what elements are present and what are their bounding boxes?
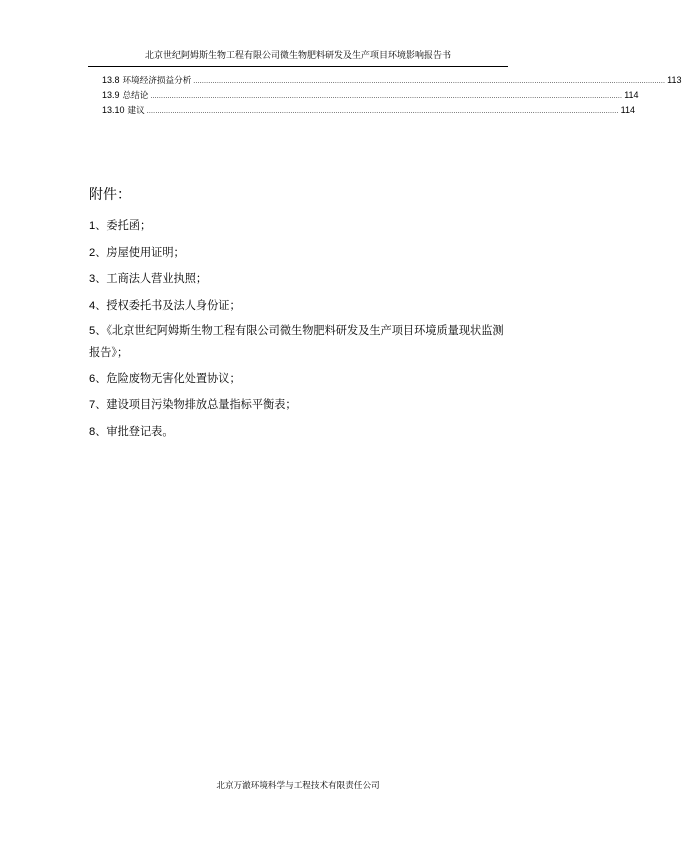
annex-item — [89, 294, 509, 318]
toc-dot-leader: ............................................................................................................................................................................................................................ — [146, 108, 619, 115]
annex-item-text: 、授权委托书及法人身份证； — [95, 298, 241, 312]
toc-entry-page: 114 — [624, 90, 639, 100]
annex-item-number: 2 — [89, 246, 96, 259]
toc-entry-page: 114 — [620, 105, 635, 115]
footer-company: 北京万澈环境科学与工程技术有限责任公司 — [216, 781, 380, 791]
toc-entry-title: 总结论 — [122, 91, 149, 101]
annex-item-text: 、危险废物无害化处置协议； — [95, 371, 241, 385]
toc-entry[interactable] — [102, 103, 635, 118]
annex-item-number: 3 — [89, 273, 96, 285]
annex-item — [89, 241, 509, 265]
toc-entry-number: 13.8 — [102, 75, 120, 85]
annex-item-number: 8 — [89, 425, 96, 438]
annex-item-number: 7 — [89, 399, 96, 411]
toc-entry[interactable] — [102, 88, 639, 103]
toc-entry[interactable] — [102, 73, 682, 88]
annex-item-number: 6 — [89, 372, 96, 385]
page-header — [88, 50, 508, 62]
table-of-contents — [102, 73, 682, 118]
header-divider — [88, 66, 508, 67]
annex-item-text: 、审批登记表。 — [95, 424, 174, 438]
annex-item-text: 、建设项目污染物排放总量指标平衡表； — [95, 398, 297, 411]
toc-entry-number: 13.9 — [102, 90, 120, 100]
toc-entry-page: 113 — [667, 75, 682, 85]
toc-entry-title: 建议 — [127, 106, 145, 116]
page-footer — [88, 780, 508, 792]
annex-item-number: 4 — [89, 299, 96, 312]
annex-item — [89, 367, 509, 391]
annex-item-text: 、《北京世纪阿姆斯生物工程有限公司微生物肥料研发及生产项目环境质量现状监测报告》； — [89, 324, 504, 359]
annex-item-number: 5 — [89, 325, 96, 337]
annex-item — [89, 214, 509, 238]
annex-item-text: 、工商法人营业执照； — [95, 272, 208, 285]
annex-item — [89, 393, 509, 417]
toc-entry-title: 环境经济损益分析 — [122, 76, 192, 86]
annex-item — [89, 420, 509, 444]
annex-item — [89, 320, 507, 364]
header-title: 北京世纪阿姆斯生物工程有限公司微生物肥料研发及生产项目环境影响报告书 — [144, 51, 451, 61]
annex-list — [89, 214, 509, 446]
toc-dot-leader: ............................................................................................................................................................................................................................ — [193, 78, 666, 85]
toc-entry-number: 13.10 — [102, 105, 125, 115]
annex-item-text: 、委托函； — [95, 219, 152, 232]
toc-dot-leader: ............................................................................................................................................................................................................................ — [150, 93, 623, 100]
annex-item-text: 、房屋使用证明； — [95, 245, 185, 259]
annex-heading: 附件： — [89, 187, 131, 203]
annex-item — [89, 267, 509, 291]
annex-item-number: 1 — [89, 220, 96, 232]
